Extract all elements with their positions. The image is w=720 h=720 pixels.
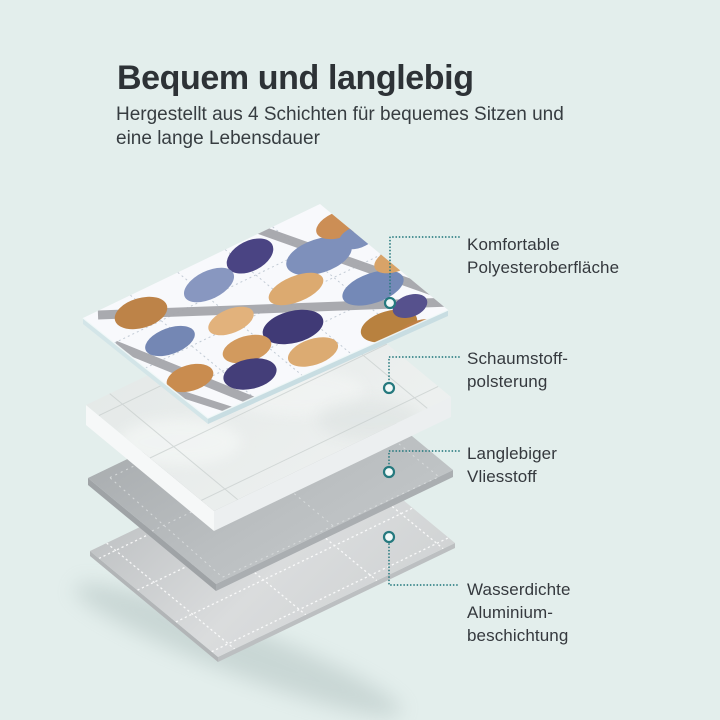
callout-label-fleece: Langlebiger Vliesstoff — [467, 444, 557, 486]
callout-label-foam: Schaumstoff- polsterung — [467, 349, 569, 391]
callout-marker-dot — [384, 383, 394, 393]
callout-marker-dot — [384, 532, 394, 542]
callout-marker-dot — [385, 298, 395, 308]
page-title: Bequem und langlebig — [117, 58, 474, 97]
subtitle-line-2: eine lange Lebensdauer — [116, 128, 320, 149]
callout-label-aluminum: Wasserdichte Aluminium- beschichtung — [467, 580, 571, 645]
callout-label-polyester: Komfortable Polyesteroberfläche — [467, 235, 620, 277]
callout-marker-dot — [384, 467, 394, 477]
subtitle-line-1: Hergestellt aus 4 Schichten für bequemes Sitzen und — [116, 104, 564, 125]
